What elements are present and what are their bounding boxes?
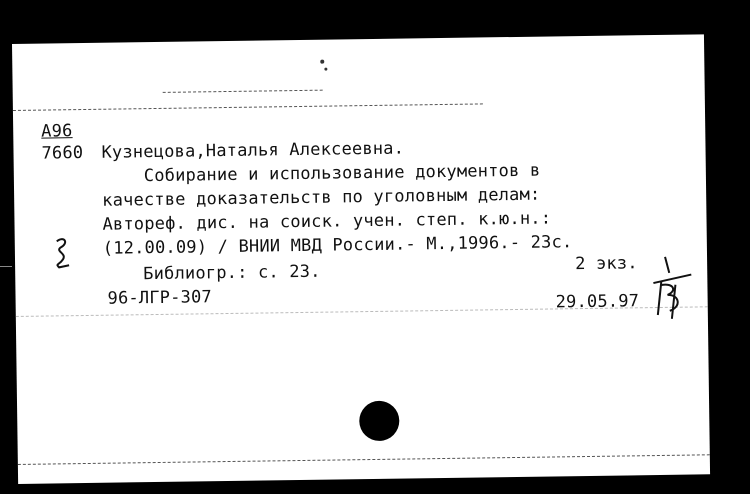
handwritten-signature-icon: [651, 254, 696, 321]
catalog-card: [12, 34, 710, 484]
handwritten-mark-icon: [51, 233, 78, 273]
receipt-date: 29.05.97: [555, 291, 640, 313]
title-line-3: Автореф. дис. на соиск. учен. степ. к.ю.н.:: [102, 208, 552, 235]
call-number: 7660: [41, 143, 84, 164]
dashed-rule: [18, 454, 710, 465]
speck: [320, 60, 324, 64]
dashed-rule: [13, 103, 483, 111]
title-line-2: качестве доказательств по уголовным делам:: [102, 184, 541, 211]
speck: [324, 68, 327, 71]
dashed-rule: [163, 90, 323, 93]
title-line-4: (12.00.09) / ВНИИ МВД России.- М.,1996.- 23с.: [102, 232, 573, 259]
author-heading: Кузнецова,Наталья Алексеевна.: [101, 138, 405, 163]
title-line-1: Собирание и использование документов в: [143, 160, 541, 187]
shelf-mark: А96: [41, 121, 73, 142]
edge-mark: [0, 266, 12, 267]
copies-count: 2 экз.: [574, 253, 638, 275]
accession-number: 96-ЛГР-307: [107, 287, 213, 309]
punch-hole: [359, 401, 400, 442]
bibliography-note: Библиогр.: с. 23.: [143, 261, 321, 285]
